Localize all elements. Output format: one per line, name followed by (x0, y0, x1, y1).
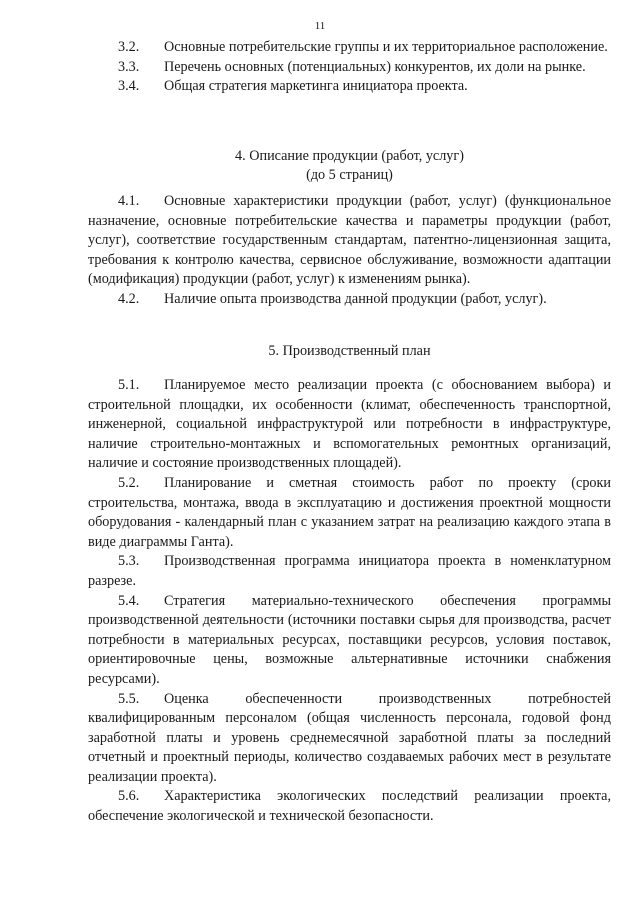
list-item (88, 192, 611, 290)
item-number: 3.2. (118, 39, 140, 55)
item-text: Основные характеристики продукции (работ, услуг) (функциональное назначение, основные потребительские качества и параметры продукции (работ, услуг), соответствие государственным стандартам, патентно-лицензионная защита, требования к контролю качества, сервисное обслуживание, возможности адаптации (модификация) продукции (работ, услуг) к изменениям рынка). (88, 193, 611, 288)
item-text: Характеристика экологических последствий реализации проекта, обеспечение экологической и технической безопасности. (88, 788, 611, 825)
item-text: Планирование и сметная стоимость работ по проекту (сроки строительства, монтажа, ввода в эксплуатацию и достижения проектной мощности оборудования - календарный план с указанием затрат на реализацию каждого этапа в виде диаграммы Ганта). (88, 474, 611, 550)
list-item (88, 690, 611, 788)
item-number: 5.4. (118, 592, 140, 609)
list-item (88, 77, 611, 97)
section-title: 5. Производственный план (268, 343, 431, 359)
item-text: Основные потребительские группы и их территориальное расположение. (164, 39, 608, 55)
item-number: 3.3. (118, 58, 140, 75)
section-4-list (88, 192, 611, 310)
section-subtitle: (до 5 страниц) (306, 167, 393, 183)
item-text: Перечень основных (потенциальных) конкурентов, их доли на рынке. (164, 58, 586, 75)
item-text: Стратегия материально-технического обеспечения программы производственной деятельности (источники поставки сырья для производства, расчет потребности в материальных ресурсах, поставщики ресурсов, условия поставок, ориентировочные цены, возможные альтернативные источники снабжения ресурсами). (88, 592, 611, 687)
item-number: 4.2. (118, 290, 140, 307)
item-number: 5.6. (118, 788, 140, 805)
list-item (88, 38, 611, 58)
list-item (88, 474, 611, 552)
item-text: Общая стратегия маркетинга инициатора проекта. (164, 78, 468, 95)
list-item (88, 290, 611, 310)
item-number: 5.2. (118, 474, 140, 491)
list-item (88, 376, 611, 474)
section-4-heading (88, 147, 611, 185)
item-number: 5.1. (118, 377, 140, 393)
item-text: Планируемое место реализации проекта (с обоснованием выбора) и строительной площадки, их особенности (климат, обеспеченность транспортной, инженерной, социальной инфраструктурой или потребности в инфраструктуре, наличие строительно-монтажных и вспомогательных ремонтных организаций, наличие и состояние производственных площадей). (88, 377, 611, 472)
list-item (88, 58, 611, 78)
item-text: Производственная программа инициатора проекта в номенклатурном разрезе. (88, 553, 611, 589)
item-number: 4.1. (118, 193, 140, 209)
section-5-list (88, 376, 611, 827)
item-number: 5.3. (118, 553, 140, 570)
section-3-list (88, 38, 611, 97)
list-item (88, 552, 611, 591)
list-item (88, 787, 611, 826)
section-title: 4. Описание продукции (работ, услуг) (235, 148, 464, 164)
item-number: 5.5. (118, 690, 140, 707)
page-number: 11 (314, 20, 326, 32)
item-text: Наличие опыта производства данной продукции (работ, услуг). (164, 290, 547, 307)
item-text: Оценка обеспеченности производственных потребностей квалифицированным персоналом (общая численность персонала, годовой фонд заработной платы и уровень среднемесячной заработной платы за последний отчетный и проектный периоды, количество создаваемых рабочих мест в результате реализации проекта). (88, 690, 611, 785)
list-item (88, 592, 611, 690)
item-number: 3.4. (118, 78, 140, 95)
section-5-heading (88, 342, 611, 361)
